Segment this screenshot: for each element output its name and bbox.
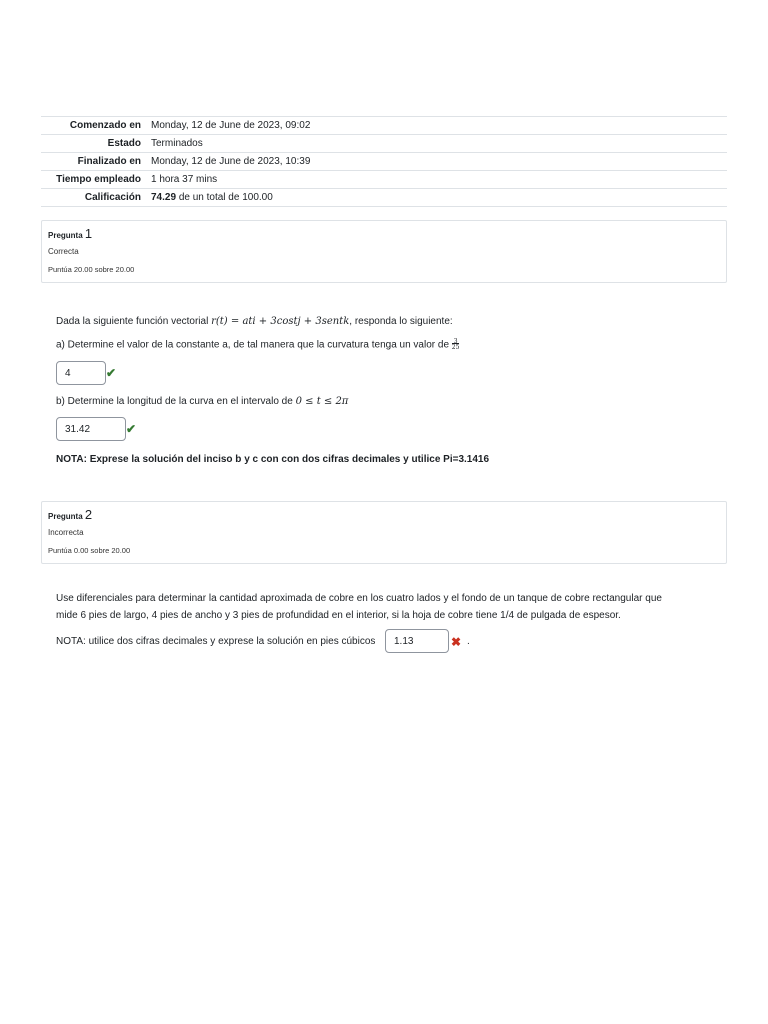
curvature-fraction bbox=[452, 339, 460, 351]
summary-value: Monday, 12 de June de 2023, 09:02 bbox=[147, 117, 727, 135]
summary-row-state bbox=[41, 135, 727, 153]
trailing-period: . bbox=[467, 636, 470, 647]
answer-b-input[interactable]: 31.42 bbox=[56, 417, 126, 441]
question-state: Incorrecta bbox=[48, 528, 84, 537]
question-1-info bbox=[41, 220, 727, 283]
question-1-part-b bbox=[56, 396, 348, 407]
question-grade: Puntúa 0.00 sobre 20.00 bbox=[48, 546, 131, 555]
fraction-denominator: 25 bbox=[451, 344, 460, 351]
question-grade: Puntúa 20.00 sobre 20.00 bbox=[48, 265, 135, 274]
summary-label: Estado bbox=[41, 135, 147, 153]
grade-suffix: de un total de 100.00 bbox=[178, 192, 273, 203]
part-b-text: b) Determine la longitud de la curva en el intervalo de bbox=[56, 396, 293, 407]
question-2-text-line1: Use diferenciales para determinar la cantidad aproximada de cobre en los cuatro lados y el fondo de un tanque de cobre rectangular que bbox=[56, 593, 662, 604]
summary-value: Monday, 12 de June de 2023, 10:39 bbox=[147, 153, 727, 171]
attempt-summary-table bbox=[41, 116, 727, 207]
summary-row-time bbox=[41, 171, 727, 189]
summary-label: Calificación bbox=[41, 189, 147, 207]
question-number bbox=[48, 226, 92, 241]
check-icon: ✔ bbox=[126, 422, 137, 436]
summary-row-grade bbox=[41, 189, 727, 207]
question-2-nota: NOTA: utilice dos cifras decimales y exprese la solución en pies cúbicos bbox=[56, 636, 376, 647]
vector-function-math: r(t) = ati + 3costj + 3sentk bbox=[211, 316, 350, 327]
question-2-info bbox=[41, 501, 727, 564]
cross-icon: ✖ bbox=[451, 635, 462, 649]
summary-value: 1 hora 37 mins bbox=[147, 171, 727, 189]
summary-row-started bbox=[41, 117, 727, 135]
summary-label: Tiempo empleado bbox=[41, 171, 147, 189]
answer-a-input[interactable]: 4 bbox=[56, 361, 106, 385]
question-1-intro bbox=[56, 316, 453, 327]
question-1-nota: NOTA: Exprese la solución del inciso b y c con con dos cifras decimales y utilice Pi=3.1416 bbox=[56, 454, 490, 465]
intro-suffix: , responda lo siguiente: bbox=[349, 316, 453, 327]
answer-input[interactable]: 1.13 bbox=[385, 629, 449, 653]
question-2-text-line2: mide 6 pies de largo, 4 pies de ancho y 3 pies de profundidad en el interior, si la hoja de cobre tiene 1/4 de pulgada de espesor. bbox=[56, 610, 621, 621]
question-number-value: 1 bbox=[84, 226, 93, 241]
question-1-part-a bbox=[56, 339, 459, 351]
summary-value bbox=[147, 189, 727, 207]
summary-value: Terminados bbox=[147, 135, 727, 153]
check-icon: ✔ bbox=[106, 366, 117, 380]
question-label: Pregunta bbox=[48, 512, 83, 521]
question-number bbox=[48, 507, 92, 522]
question-state: Correcta bbox=[48, 247, 79, 256]
question-label: Pregunta bbox=[48, 231, 83, 240]
question-number-value: 2 bbox=[84, 507, 93, 522]
fraction-numerator: 3 bbox=[453, 338, 458, 345]
summary-label: Comenzado en bbox=[41, 117, 147, 135]
intro-text: Dada la siguiente función vectorial bbox=[56, 316, 209, 327]
summary-row-finished bbox=[41, 153, 727, 171]
interval-math: 0 ≤ t ≤ 2π bbox=[295, 396, 349, 407]
summary-label: Finalizado en bbox=[41, 153, 147, 171]
part-a-text: a) Determine el valor de la constante a, de tal manera que la curvatura tenga un valor de bbox=[56, 339, 450, 351]
grade-value: 74.29 bbox=[151, 192, 177, 203]
